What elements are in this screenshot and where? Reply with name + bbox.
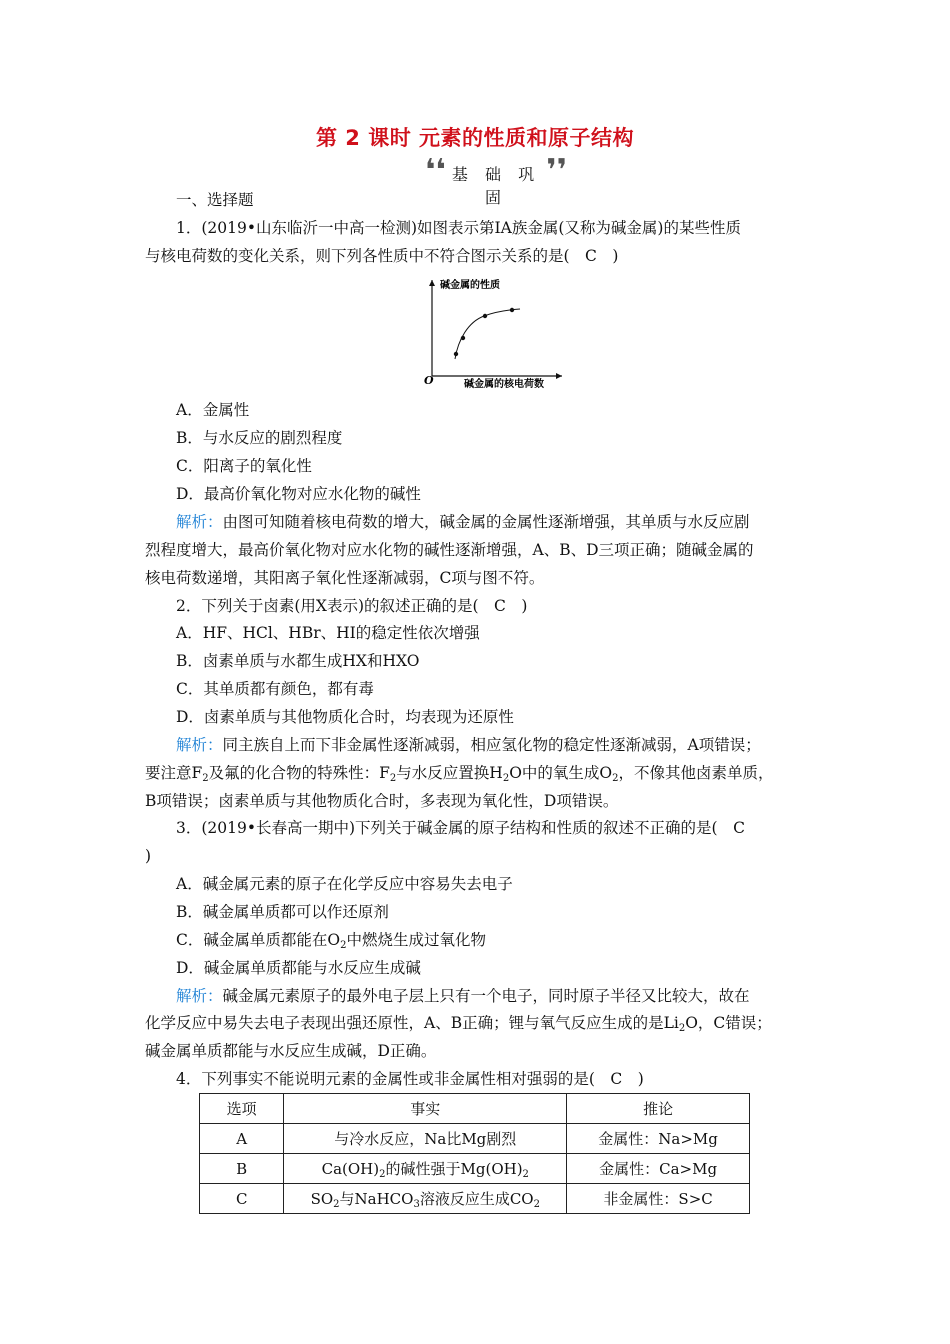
q1-analysis-line3: 核电荷数递增，其阳离子氧化性逐渐减弱，C项与图不符。 [145,569,545,587]
data-point [461,336,465,340]
q3-analysis-line3: 碱金属单质都能与水反应生成碱，D正确。 [145,1042,437,1060]
q1-diagram [420,276,570,392]
q2-stem: 2．下列关于卤素(用X表示)的叙述正确的是( C ) [176,597,528,615]
q4-table [199,1093,750,1214]
q2-option-b: B．卤素单质与水都生成HX和HXO [176,652,420,670]
section-banner [425,153,567,207]
x-axis-arrow-icon [556,373,562,379]
data-point [483,314,487,318]
y-axis-label: 碱金属的性质 [440,280,500,291]
origin-label: O [424,374,434,387]
table-cell: 金属性：Ca>Mg [567,1154,750,1184]
open-quote-icon: ❛❛ [425,153,446,188]
q3-stem-line2: ) [145,847,152,865]
table-cell: 非金属性：S>C [567,1184,750,1214]
section-heading: 一、选择题 [176,191,254,209]
q2-option-d: D．卤素单质与其他物质化合时，均表现为还原性 [176,708,514,726]
q3-option-d: D．碱金属单质都能与水反应生成碱 [176,959,421,977]
analysis-label: 解析： [176,513,223,531]
analysis-label: 解析： [176,736,223,754]
data-point [454,352,458,356]
q1-option-b: B．与水反应的剧烈程度 [176,429,343,447]
page-title: 第 2 课时 元素的性质和原子结构 [315,126,635,150]
table-cell: A [200,1124,284,1154]
q1-analysis-line1: 解析：由图可知随着核电荷数的增大，碱金属的金属性逐渐增强，其单质与水反应剧 [176,513,750,531]
q3-stem-line1: 3．(2019•长春高一期中)下列关于碱金属的原子结构和性质的叙述不正确的是( C [176,819,745,837]
data-point [510,308,514,312]
trend-curve [455,309,520,359]
q1-option-a: A．金属性 [176,401,250,419]
q1-stem-line2: 与核电荷数的变化关系，则下列各性质中不符合图示关系的是( C ) [145,247,619,265]
q3-option-c: C．碱金属单质都能在$O_2$中燃烧生成过氧化物 [176,931,486,951]
table-row [200,1184,750,1214]
table-cell: 金属性：Na>Mg [567,1124,750,1154]
q3-option-b: B．碱金属单质都可以作还原剂 [176,903,389,921]
table-row [200,1124,750,1154]
table-row [200,1154,750,1184]
table-cell: $SO_2$与NaHCO$_3$溶液反应生成$CO_2$ [284,1184,567,1214]
x-axis-label: 碱金属的核电荷数 [464,379,544,390]
q2-analysis-line1: 解析：同主族自上而下非金属性逐渐减弱，相应氢化物的稳定性逐渐减弱，A项错误； [176,736,761,754]
q3-analysis-line1: 解析：碱金属元素原子的最外电子层上只有一个电子，同时原子半径又比较大，故在 [176,987,750,1005]
q1-option-c: C．阳离子的氧化性 [176,457,312,475]
y-axis-arrow-icon [429,280,435,286]
table-header: 事实 [284,1094,567,1124]
q2-analysis-line2: 要注意$F_2$及氟的化合物的特殊性：$F_2$与水反应置换$H_2O$中的氧生成$O_2$，不像其他卤素单质， [145,764,774,784]
banner-text: 基 础 巩 固 [451,165,541,207]
table-header: 推论 [567,1094,750,1124]
table-cell: $Ca(OH)_2$的碱性强于$Mg(OH)_2$ [284,1154,567,1184]
table-cell: B [200,1154,284,1184]
analysis-label: 解析： [176,987,223,1005]
q4-stem: 4．下列事实不能说明元素的金属性或非金属性相对强弱的是( C ) [176,1070,644,1088]
q1-analysis-line2: 烈程度增大，最高价氧化物对应水化物的碱性逐渐增强，A、B、D三项正确；随碱金属的 [145,541,754,559]
q1-stem-line1: 1．(2019•山东临沂一中高一检测)如图表示第ⅠA族金属(又称为碱金属)的某些性质 [176,219,741,237]
table-header-row [200,1094,750,1124]
table-cell: 与冷水反应，Na比Mg剧烈 [284,1124,567,1154]
q2-analysis-line3: B项错误；卤素单质与其他物质化合时，多表现为氧化性，D项错误。 [145,792,619,810]
close-quote-icon: ❜❜ [546,153,567,188]
table-cell: C [200,1184,284,1214]
q3-option-a: A．碱金属元素的原子在化学反应中容易失去电子 [176,875,513,893]
q2-option-c: C．其单质都有颜色，都有毒 [176,680,374,698]
table-header: 选项 [200,1094,284,1124]
q3-analysis-line2: 化学反应中易失去电子表现出强还原性，A、B正确；锂与氧气反应生成的是$Li_2O$，C错误； [145,1014,772,1034]
q1-option-d: D．最高价氧化物对应水化物的碱性 [176,485,421,503]
q2-option-a: A．HF、HCl、HBr、HI的稳定性依次增强 [176,624,480,642]
